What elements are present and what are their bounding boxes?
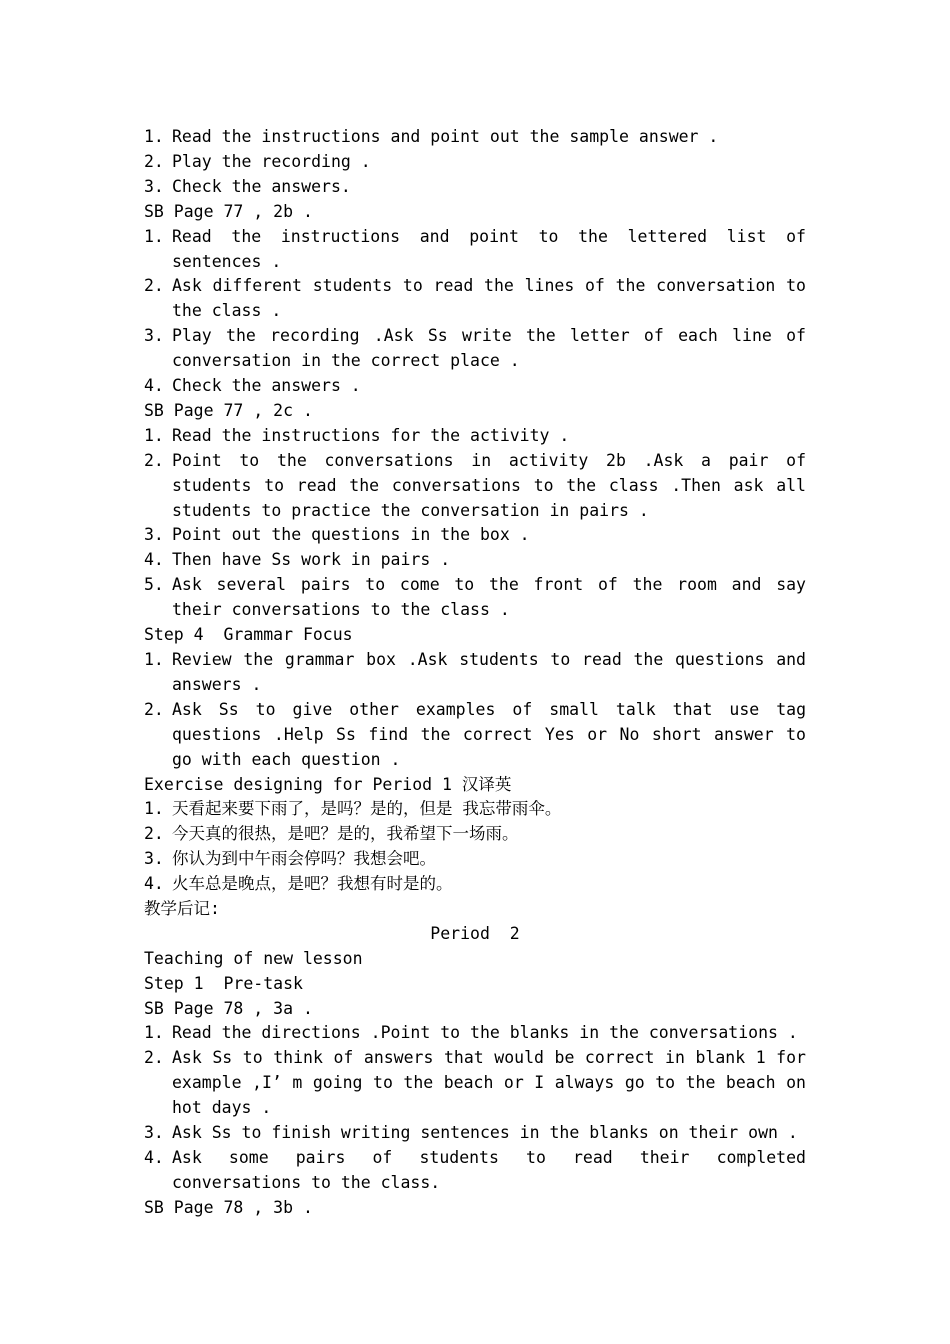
list-item-text: 天看起来要下雨了，是吗？是的，但是 我忘带雨伞。: [172, 799, 562, 819]
list-item-number: 1.: [144, 1023, 164, 1043]
list-item: [144, 573, 806, 623]
list-item: [144, 274, 806, 324]
list-item-number: 4.: [144, 874, 164, 894]
text-line: Teaching of new lesson: [144, 948, 363, 968]
list-item-number: 4.: [144, 376, 164, 396]
list-item-number: 2.: [144, 1048, 164, 1068]
list-item-number: 1.: [144, 649, 164, 669]
list-item-number: 3.: [144, 1123, 164, 1143]
list-item-number: 1.: [144, 127, 164, 146]
list-item-text: Then have Ss work in pairs .: [172, 550, 451, 570]
list-item-number: 3.: [144, 849, 164, 869]
list-item-text: Point to the conversations in activity 2b .Ask a pair of students to read the conversations to the class .Then ask all students to practice the conversation in pairs .: [172, 450, 806, 520]
list-item: [144, 449, 806, 524]
list-item-number: 2.: [144, 450, 164, 470]
list-item-text: Ask Ss to finish writing sentences in the blanks on their own .: [172, 1123, 798, 1143]
list-item: [144, 1046, 806, 1121]
list-item-text: Ask some pairs of students to read their completed conversations to the class.: [172, 1148, 806, 1192]
text-line: Step 1 Pre-task: [144, 973, 303, 993]
list-item-number: 3.: [144, 326, 164, 346]
list-item: [144, 698, 806, 773]
list-item-number: 4.: [144, 1148, 164, 1168]
list-item: [144, 1021, 806, 1046]
list-item: [144, 225, 806, 275]
list-item-number: 3.: [144, 525, 164, 545]
text-line: SB Page 78 , 3b .: [144, 1197, 313, 1217]
list-item: [144, 374, 806, 399]
list-item-text: Ask different students to read the lines of the conversation to the class .: [172, 276, 806, 321]
list-item-text: Read the directions .Point to the blanks in the conversations .: [172, 1023, 798, 1043]
list-item: [144, 424, 806, 449]
list-item-text: Check the answers.: [172, 176, 351, 196]
list-item-number: 1.: [144, 226, 164, 246]
list-item-text: 火车总是晚点，是吧？我想有时是的。: [172, 874, 453, 894]
list-item-text: Point out the questions in the box .: [172, 525, 530, 545]
list-item: [144, 150, 806, 175]
list-item: [144, 523, 806, 548]
list-item-number: 2.: [144, 151, 164, 171]
list-item-text: Read the instructions and point out the sample answer .: [172, 127, 719, 146]
period-heading: Period 2: [430, 923, 520, 943]
text-line: Step 4 Grammar Focus: [144, 625, 353, 645]
list-item-number: 1.: [144, 799, 164, 819]
text-line: 教学后记:: [144, 899, 220, 919]
list-item-text: 你认为到中午雨会停吗？我想会吧。: [172, 849, 436, 869]
text-line: Exercise designing for Period 1 汉译英: [144, 774, 512, 794]
list-item-number: 2.: [144, 824, 164, 844]
list-item: [144, 1146, 806, 1196]
list-item: [144, 1121, 806, 1146]
list-item: [144, 872, 806, 897]
list-item: [144, 125, 806, 150]
list-item-text: Check the answers .: [172, 376, 361, 396]
list-item-text: Ask several pairs to come to the front of the room and say their conversations to the class .: [172, 575, 806, 620]
list-item-text: 今天真的很热，是吧？是的，我希望下一场雨。: [172, 824, 519, 844]
list-item-text: Ask Ss to give other examples of small talk that use tag questions .Help Ss find the correct Yes or No short answer to go with each question .: [172, 699, 806, 769]
list-item: [144, 548, 806, 573]
list-item-number: 2.: [144, 276, 164, 296]
list-item-number: 5.: [144, 575, 164, 595]
text-line: SB Page 77 , 2c .: [144, 400, 313, 420]
list-item: [144, 822, 806, 847]
list-item-text: Review the grammar box .Ask students to read the questions and answers .: [172, 649, 806, 694]
list-item: [144, 648, 806, 698]
list-item-number: 3.: [144, 176, 164, 196]
list-item-number: 4.: [144, 550, 164, 570]
document-body: [144, 125, 806, 1221]
list-item-number: 2.: [144, 699, 164, 719]
list-item-text: Play the recording .Ask Ss write the letter of each line of conversation in the correct place .: [172, 326, 806, 371]
list-item-text: Play the recording .: [172, 151, 371, 171]
list-item: [144, 175, 806, 200]
list-item-text: Ask Ss to think of answers that would be correct in blank 1 for example ,I’ m going to the beach or I always go to the beach on hot days .: [172, 1048, 806, 1118]
list-item: [144, 797, 806, 822]
text-line: SB Page 78 , 3a .: [144, 998, 313, 1018]
list-item-text: Read the instructions for the activity .: [172, 425, 570, 445]
list-item: [144, 847, 806, 872]
list-item: [144, 324, 806, 374]
list-item-text: Read the instructions and point to the lettered list of sentences .: [172, 226, 806, 271]
list-item-number: 1.: [144, 425, 164, 445]
text-line: SB Page 77 , 2b .: [144, 201, 313, 221]
